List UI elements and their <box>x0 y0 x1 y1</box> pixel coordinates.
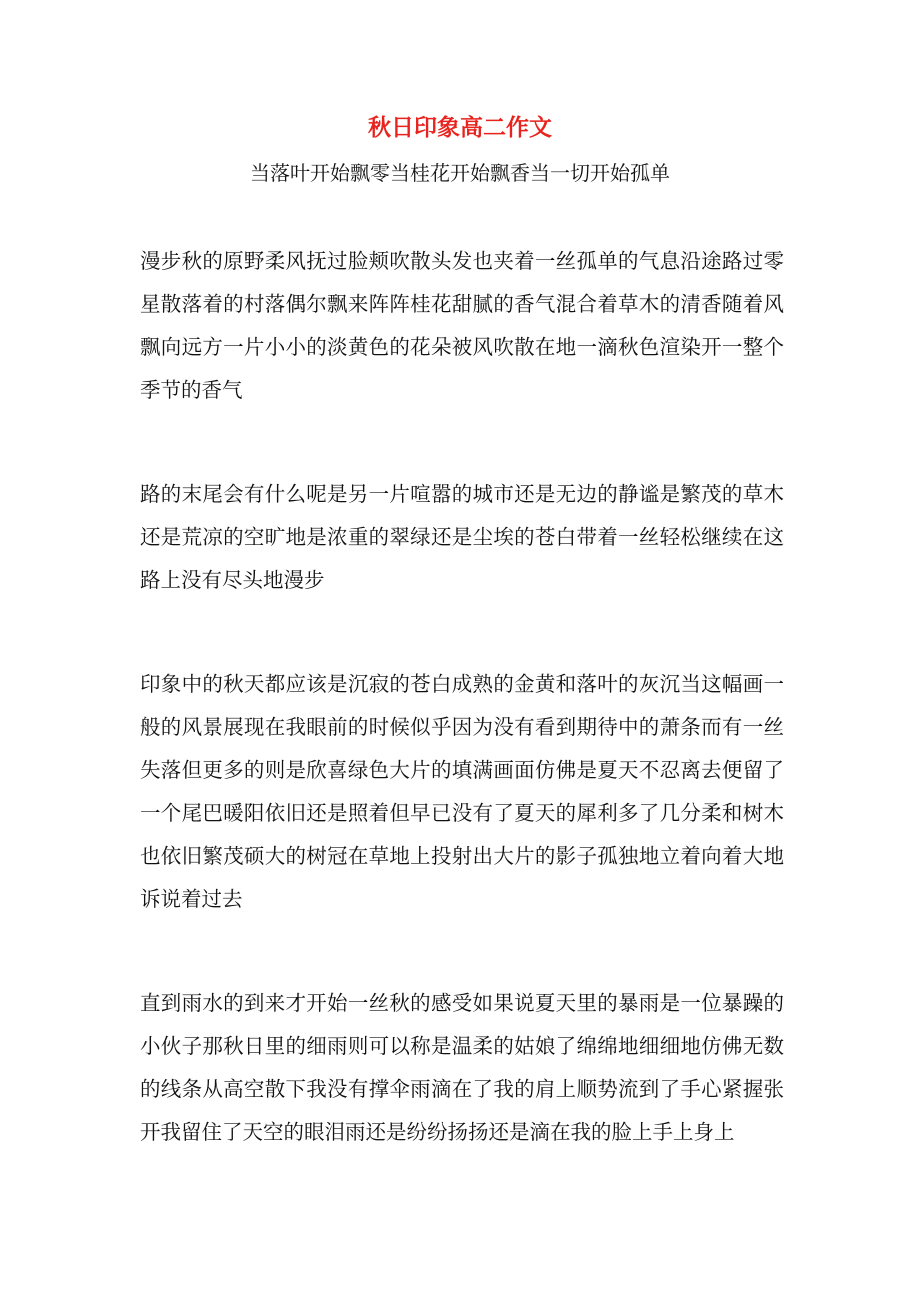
document-title: 秋日印象高二作文 <box>368 114 552 141</box>
paragraph-1: 漫步秋的原野柔风抚过脸颊吹散头发也夹着一丝孤单的气息沿途路过零星散落着的村落偶尔飘来阵阵桂花甜腻的香气混合着草木的清香随着风飘向远方一片小小的淡黄色的花朵被风吹散在地一滴秋色渲染开一整个季节的香气 <box>140 249 784 402</box>
paragraph-3: 印象中的秋天都应该是沉寂的苍白成熟的金黄和落叶的灰沉当这幅画一般的风景展现在我眼前的时候似乎因为没有看到期待中的萧条而有一丝失落但更多的则是欣喜绿色大片的填满画面仿佛是夏天不忍离去便留了一个尾巴暖阳依旧还是照着但早已没有了夏天的犀利多了几分柔和树木也依旧繁茂硕大的树冠在草地上投射出大片的影子孤独地立着向着大地诉说着过去 <box>140 672 784 911</box>
document-body <box>140 240 784 1215</box>
paragraph-4: 直到雨水的到来才开始一丝秋的感受如果说夏天里的暴雨是一位暴躁的小伙子那秋日里的细雨则可以称是温柔的姑娘了绵绵地细细地仿佛无数的线条从高空散下我没有撑伞雨滴在了我的肩上顺势流到了手心紧握张开我留住了天空的眼泪雨还是纷纷扬扬还是滴在我的脸上手上身上 <box>140 991 784 1144</box>
document-subtitle: 当落叶开始飘零当桂花开始飘香当一切开始孤单 <box>250 161 670 185</box>
paragraph-2: 路的末尾会有什么呢是另一片喧嚣的城市还是无边的静谧是繁茂的草木还是荒凉的空旷地是浓重的翠绿还是尘埃的苍白带着一丝轻松继续在这路上没有尽头地漫步 <box>140 482 784 592</box>
